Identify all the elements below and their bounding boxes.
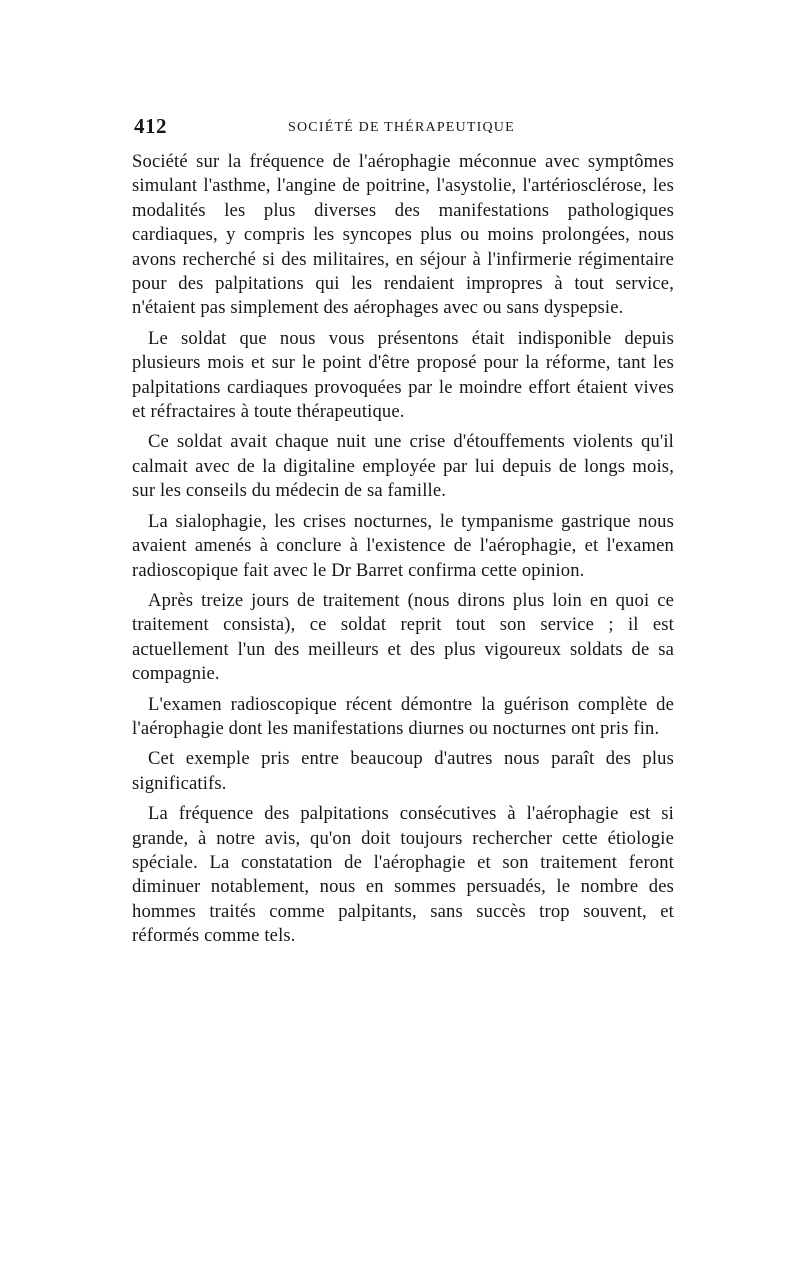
paragraph-continued: Société sur la fréquence de l'aérophagie méconnue avec symptômes simulant l'asthme, l'angine de poitrine, l'asystolie, l'artériosclérose, les modalités les plus diverses des manifestations pathologiques cardiaques, y compris les syncopes plus ou moins prolongées, nous avons recherché si des militaires, en séjour à l'infirmerie régimentaire pour des palpitations qui les rendaient impropres à tout service, n'étaient pas simplement des aérophages avec ou sans dyspepsie. <box>132 151 674 319</box>
running-title: SOCIÉTÉ DE THÉRAPEUTIQUE <box>288 120 515 135</box>
paragraph: La fréquence des palpitations consécutives à l'aérophagie est si grande, à notre avis, qu'on doit toujours rechercher cette étiologie spéciale. La constatation de l'aérophagie et son traitement feront diminuer notablement, nous en sommes persuadés, le nombre des hommes traités comme palpitants, sans succès trop souvent, et réformés comme tels. <box>132 803 674 947</box>
paragraph: Cet exemple pris entre beaucoup d'autres nous paraît des plus significatifs. <box>132 748 674 794</box>
page-number: 412 <box>134 114 167 138</box>
paragraph: Le soldat que nous vous présentons était indisponible depuis plusieurs mois et sur le point d'être proposé pour la réforme, tant les palpitations cardiaques provoquées par le moindre effort étaient vives et réfractaires à toute thérapeutique. <box>132 327 674 423</box>
body-text <box>132 150 674 949</box>
running-header <box>134 114 674 142</box>
paragraph: Ce soldat avait chaque nuit une crise d'étouffements violents qu'il calmait avec de la digitaline employée par lui depuis de longs mois, sur les conseils du médecin de sa famille. <box>132 431 674 502</box>
paragraph: Après treize jours de traitement (nous dirons plus loin en quoi ce traitement consista), ce soldat reprit tout son service ; il est actuellement l'un des meilleurs et des plus vigoureux soldats de sa compagnie. <box>132 589 674 685</box>
paragraph: L'examen radioscopique récent démontre la guérison complète de l'aérophagie dont les manifestations diurnes ou nocturnes ont pris fin. <box>132 693 674 739</box>
paragraph: La sialophagie, les crises nocturnes, le tympanisme gastrique nous avaient amenés à conclure à l'existence de l'aérophagie, et l'examen radioscopique fait avec le Dr Barret confirma cette opinion. <box>132 510 674 581</box>
